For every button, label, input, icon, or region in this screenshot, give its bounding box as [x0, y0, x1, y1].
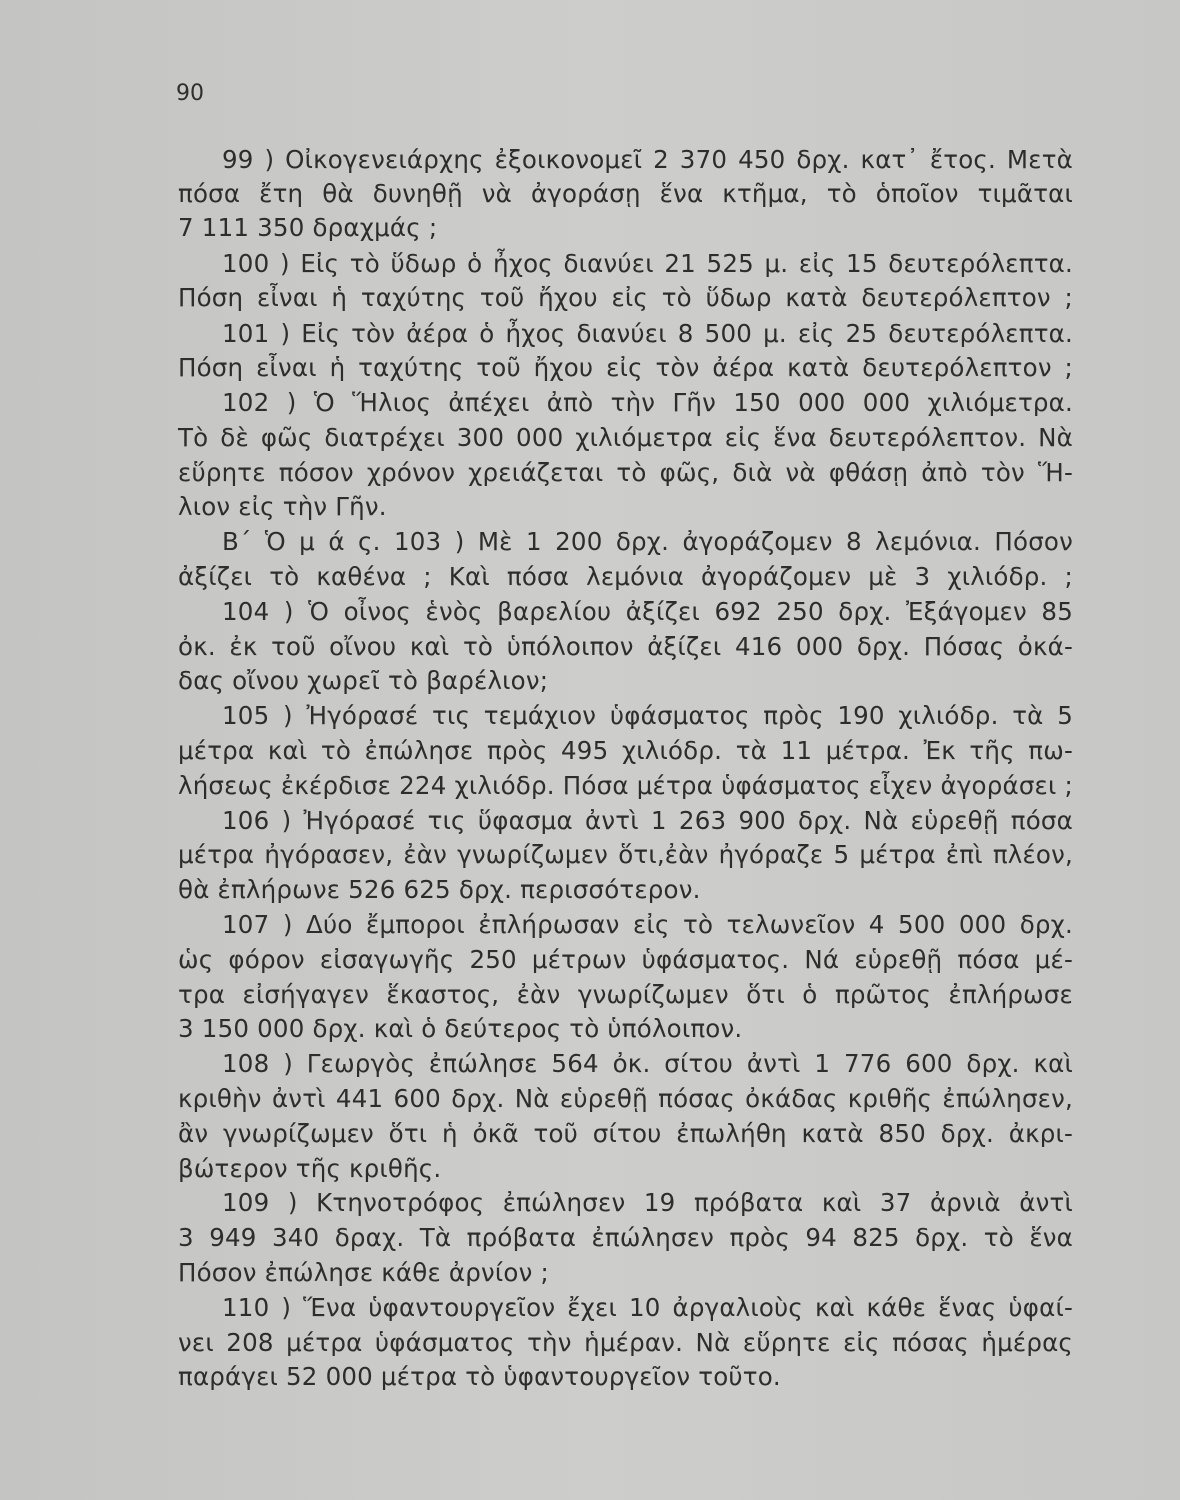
text-line: 110 ) Ἕνα ὑφαντουργεῖον ἔχει 10 ἀργαλιοὺς καὶ κάθε ἕνας ὑφαί-: [222, 1293, 1073, 1322]
text-line: 102 ) Ὁ Ἥλιος ἀπέχει ἀπὸ τὴν Γῆν 150 000 000 χιλιόμετρα.: [222, 388, 1073, 417]
text-line: 3 949 340 δραχ. Τὰ πρόβατα ἐπώλησεν πρὸς 94 825 δρχ. τὸ ἕνα: [178, 1223, 1073, 1252]
text-line: κριθὴν ἀντὶ 441 600 δρχ. Νὰ εὑρεθῇ πόσας ὀκάδας κριθῆς ἐπώλησεν,: [178, 1084, 1073, 1113]
text-line: Τὸ δὲ φῶς διατρέχει 300 000 χιλιόμετρα εἰς ἕνα δευτερόλεπτον. Νὰ: [178, 423, 1073, 452]
text-line: πόσα ἔτη θὰ δυνηθῇ νὰ ἀγοράσῃ ἕνα κτῆμα, τὸ ὁποῖον τιμᾶται: [178, 179, 1073, 208]
text-line: 101 ) Εἰς τὸν ἀέρα ὁ ἦχος διανύει 8 500 μ. εἰς 25 δευτερόλεπτα.: [222, 319, 1073, 348]
text-line: μέτρα ἠγόρασεν, ἐὰν γνωρίζωμεν ὅτι,ἐὰν ἠγόραζε 5 μέτρα ἐπὶ πλέον,: [178, 840, 1073, 869]
text-line: θὰ ἐπλήρωνε 526 625 δρχ. περισσότερον.: [178, 875, 701, 904]
text-line: ὡς φόρον εἰσαγωγῆς 250 μέτρων ὑφάσματος. Νά εὑρεθῇ πόσα μέ-: [178, 945, 1073, 974]
text-line: 7 111 350 δραχμάς ;: [178, 213, 438, 242]
text-line: ἂν γνωρίζωμεν ὅτι ἡ ὀκᾶ τοῦ σίτου ἐπωλήθη κατὰ 850 δρχ. ἀκρι-: [178, 1119, 1073, 1148]
text-line: 107 ) Δύο ἔμποροι ἐπλήρωσαν εἰς τὸ τελωνεῖον 4 500 000 δρχ.: [222, 910, 1073, 939]
text-line: ἀξίζει τὸ καθένα ; Καὶ πόσα λεμόνια ἀγοράζομεν μὲ 3 χιλιόδρ. ;: [178, 562, 1073, 591]
text-line: Πόσον ἐπώλησε κάθε ἀρνίον ;: [178, 1258, 549, 1287]
text-line: νει 208 μέτρα ὑφάσματος τὴν ἡμέραν. Νὰ εὕρητε εἰς πόσας ἡμέρας: [178, 1328, 1073, 1357]
text-line: Πόση εἶναι ἡ ταχύτης τοῦ ἤχου εἰς τὸν ἀέρα κατὰ δευτερόλεπτον ;: [178, 353, 1073, 382]
text-line: Πόση εἶναι ἡ ταχύτης τοῦ ἤχου εἰς τὸ ὕδωρ κατὰ δευτερόλεπτον ;: [178, 283, 1073, 312]
text-line: βώτερον τῆς κριθῆς.: [178, 1154, 442, 1183]
text-line: 108 ) Γεωργὸς ἐπώλησε 564 ὀκ. σίτου ἀντὶ 1 776 600 δρχ. καὶ: [222, 1049, 1073, 1078]
text-line: εὕρητε πόσον χρόνον χρειάζεται τὸ φῶς, διὰ νὰ φθάσῃ ἀπὸ τὸν Ἥ-: [178, 458, 1073, 487]
text-line: 106 ) Ἠγόρασέ τις ὕφασμα ἀντὶ 1 263 900 δρχ. Νὰ εὑρεθῇ πόσα: [222, 806, 1073, 835]
text-line: 100 ) Εἰς τὸ ὕδωρ ὁ ἦχος διανύει 21 525 μ. εἰς 15 δευτερόλεπτα.: [222, 249, 1073, 278]
text-line: ὀκ. ἐκ τοῦ οἴνου καὶ τὸ ὑπόλοιπον ἀξίζει 416 000 δρχ. Πόσας ὀκά-: [178, 632, 1073, 661]
text-line: λήσεως ἐκέρδισε 224 χιλιόδρ. Πόσα μέτρα ὑφάσματος εἶχεν ἀγοράσει ;: [178, 771, 1073, 800]
text-line: 99 ) Οἰκογενειάρχης ἐξοικονομεῖ 2 370 450 δρχ. κατ᾽ ἔτος. Μετὰ: [222, 145, 1073, 174]
text-line: λιον εἰς τὴν Γῆν.: [178, 492, 387, 521]
text-line: μέτρα καὶ τὸ ἐπώλησε πρὸς 495 χιλιόδρ. τὰ 11 μέτρα. Ἐκ τῆς πω-: [178, 736, 1073, 765]
text-line: 3 150 000 δρχ. καὶ ὁ δεύτερος τὸ ὑπόλοιπον.: [178, 1014, 743, 1043]
text-line: 109 ) Κτηνοτρόφος ἐπώλησεν 19 πρόβατα καὶ 37 ἀρνιὰ ἀντὶ: [222, 1188, 1073, 1217]
text-line: 104 ) Ὁ οἶνος ἑνὸς βαρελίου ἀξίζει 692 250 δρχ. Ἐξάγομεν 85: [222, 597, 1073, 626]
text-line: δας οἴνου χωρεῖ τὸ βαρέλιον;: [178, 666, 549, 695]
text-line: παράγει 52 000 μέτρα τὸ ὑφαντουργεῖον τοῦτο.: [178, 1362, 781, 1391]
text-line: 105 ) Ἠγόρασέ τις τεμάχιον ὑφάσματος πρὸς 190 χιλιόδρ. τὰ 5: [222, 701, 1073, 730]
page-number: 90: [176, 81, 204, 106]
text-line: Β΄ Ὁ μ ά ς. 103 ) Μὲ 1 200 δρχ. ἀγοράζομεν 8 λεμόνια. Πόσον: [222, 527, 1073, 556]
text-line: τρα εἰσήγαγεν ἕκαστος, ἐὰν γνωρίζωμεν ὅτι ὁ πρῶτος ἐπλήρωσε: [178, 980, 1073, 1009]
